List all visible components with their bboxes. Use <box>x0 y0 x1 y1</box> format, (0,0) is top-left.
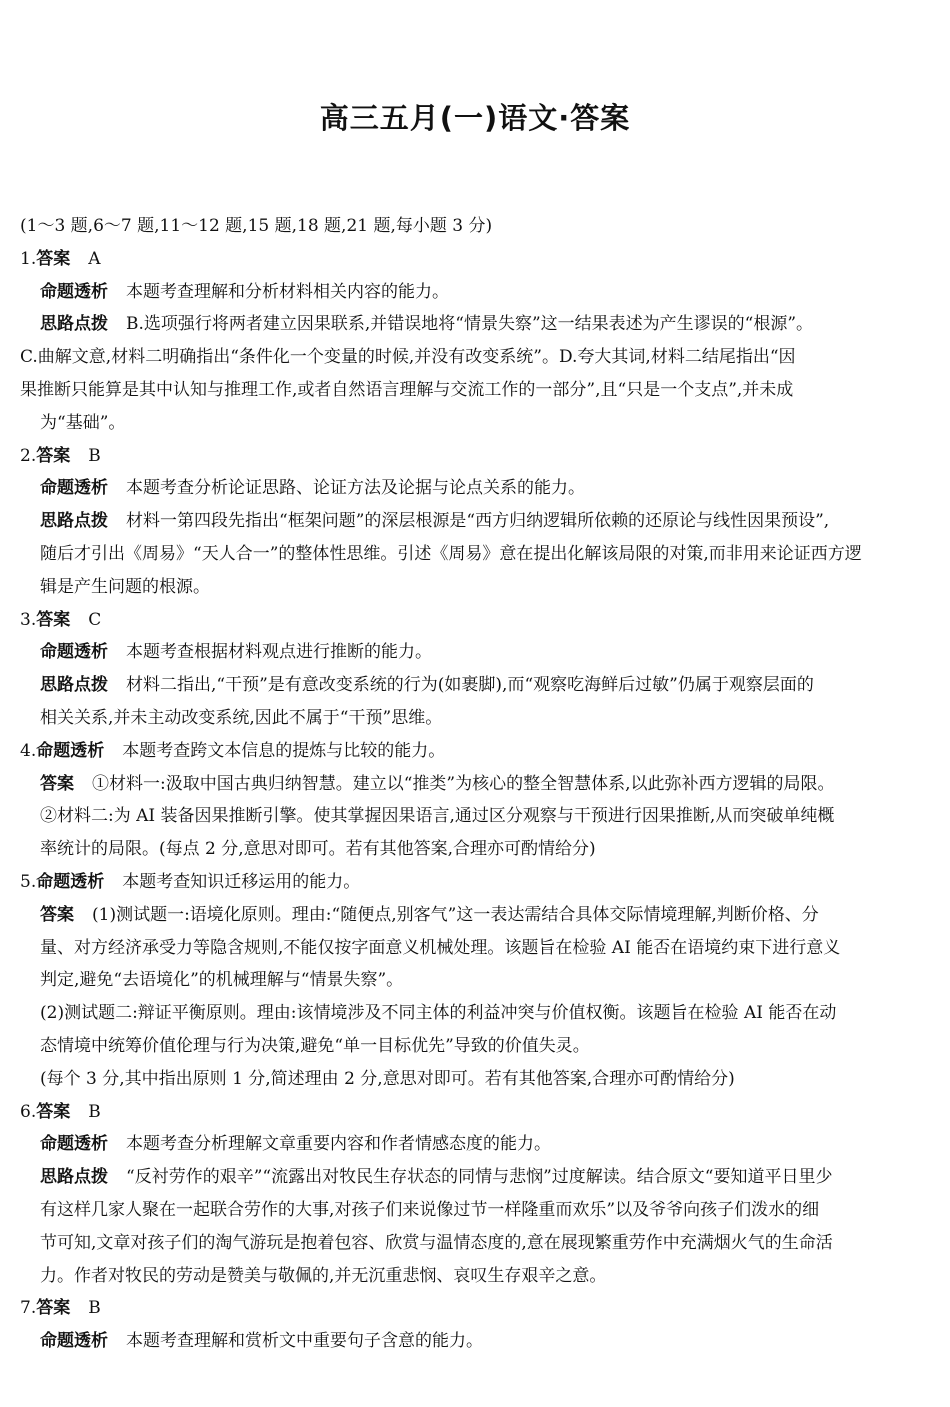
q6-number: 6. <box>20 1101 37 1122</box>
q3-insight: 本题考查根据材料观点进行推断的能力。 <box>126 642 432 663</box>
q7-answer: B <box>88 1298 101 1319</box>
q5-number: 5. <box>20 871 37 892</box>
q3-answer: C <box>88 609 102 630</box>
q2-hint-text: 材料一第四段先指出“框架问题”的深层根源是“西方归纳逻辑所依赖的还原论与线性因果预设”, <box>126 511 830 532</box>
q3-hint-line <box>20 669 932 702</box>
q2-hint-label: 思路点拨 <box>40 511 108 532</box>
q1-hint-label: 思路点拨 <box>40 314 108 335</box>
q3-number: 3. <box>20 609 37 630</box>
q3-hint-cont: 相关关系,并未主动改变系统,因此不属于“干预”思维。 <box>40 707 443 728</box>
q2-answer-label: 答案 <box>36 445 71 466</box>
answer-content <box>20 210 932 1358</box>
q6-hint-cont: 有这样几家人聚在一起联合劳作的大事,对孩子们来说像过节一样隆重而欢乐”以及爷爷向孩子们泼水的细 <box>40 1199 820 1220</box>
q5-answer-text: (1)测试题一:语境化原则。理由:“随便点,别客气”这一表达需结合具体交际情境理解,判断价格、分 <box>92 904 819 925</box>
scoring-intro: (1～3 题,6～7 题,11～12 题,15 题,18 题,21 题,每小题 3 分) <box>20 216 493 236</box>
q6-answer: B <box>88 1101 101 1122</box>
q5-insight-label: 命题透析 <box>36 871 105 892</box>
q6-insight: 本题考查分析理解文章重要内容和作者情感态度的能力。 <box>126 1134 551 1155</box>
q1-answer-label: 答案 <box>36 248 71 269</box>
q4-insight-line <box>20 735 932 768</box>
q6-insight-line <box>20 1128 932 1161</box>
q3-hint-label: 思路点拨 <box>40 675 108 696</box>
q7-answer-label: 答案 <box>36 1298 71 1319</box>
q5-insight-line <box>20 866 932 899</box>
q3-insight-label: 命题透析 <box>40 642 108 663</box>
q1-hint-text: B.选项强行将两者建立因果联系,并错误地将“情景失察”这一结果表述为产生谬误的“根源”。 <box>126 314 814 335</box>
q2-answer: B <box>88 445 101 466</box>
q7-insight-label: 命题透析 <box>40 1331 108 1352</box>
q1-insight-line <box>20 276 932 309</box>
q6-hint-line <box>20 1161 932 1194</box>
q5-scoring-note: (每个 3 分,其中指出原则 1 分,简述理由 2 分,意思对即可。若有其他答案,合理亦可酌情给分) <box>40 1068 735 1089</box>
q1-insight: 本题考查理解和分析材料相关内容的能力。 <box>126 281 449 302</box>
q3-answer-label: 答案 <box>36 609 71 630</box>
q1-hint-cont: C.曲解文意,材料二明确指出“条件化一个变量的时候,并没有改变系统”。D.夸大其词,材料二结尾指出“因 <box>20 347 796 368</box>
q6-insight-label: 命题透析 <box>40 1134 108 1155</box>
q4-answer-cont: 率统计的局限。(每点 2 分,意思对即可。若有其他答案,合理亦可酌情给分) <box>40 839 596 860</box>
q3-answer-line <box>20 604 932 637</box>
q6-hint-text: “反衬劳作的艰辛”“流露出对牧民生存状态的同情与悲悯”过度解读。结合原文“要知道平日里少 <box>126 1167 833 1188</box>
q1-hint-line <box>20 308 932 341</box>
q6-hint-cont: 节可知,文章对孩子们的淘气游玩是抱着包容、欣赏与温情态度的,意在展现繁重劳作中充满烟火气的生命活 <box>40 1232 833 1253</box>
q5-answer-cont: 判定,避免“去语境化”的机械理解与“情景失察”。 <box>40 970 404 991</box>
q2-insight-line <box>20 472 932 505</box>
q4-insight: 本题考查跨文本信息的提炼与比较的能力。 <box>122 740 446 761</box>
q7-insight: 本题考查理解和赏析文中重要句子含意的能力。 <box>126 1331 483 1352</box>
q4-answer-cont: ②材料二:为 AI 装备因果推断引擎。使其掌握因果语言,通过区分观察与干预进行因果推断,从而突破单纯概 <box>40 806 835 827</box>
q5-answer-label: 答案 <box>40 904 74 925</box>
q4-number: 4. <box>20 740 37 761</box>
q2-answer-line <box>20 440 932 473</box>
q6-answer-label: 答案 <box>36 1101 71 1122</box>
q4-answer-label: 答案 <box>40 773 74 794</box>
q1-number: 1. <box>20 248 37 269</box>
q5-part2-line: (2)测试题二:辩证平衡原则。理由:该情境涉及不同主体的利益冲突与价值权衡。该题旨在检验 AI 能否在动 <box>40 1003 837 1024</box>
q4-insight-label: 命题透析 <box>36 740 105 761</box>
q2-insight: 本题考查分析论证思路、论证方法及论据与论点关系的能力。 <box>126 478 585 499</box>
q2-number: 2. <box>20 445 37 466</box>
q2-insight-label: 命题透析 <box>40 478 108 499</box>
q6-hint-label: 思路点拨 <box>40 1167 108 1188</box>
q4-answer-line <box>20 768 932 801</box>
q1-answer-line <box>20 243 932 276</box>
q3-insight-line <box>20 636 932 669</box>
q5-insight: 本题考查知识迁移运用的能力。 <box>122 871 361 892</box>
q7-insight-line <box>20 1325 932 1358</box>
q5-part2-cont: 态情境中统筹价值伦理与行为决策,避免“单一目标优先”导致的价值失灵。 <box>40 1035 590 1056</box>
q2-hint-cont: 随后才引出《周易》“天人合一”的整体性思维。引述《周易》意在提出化解该局限的对策,而非用来论证西方逻 <box>40 543 862 564</box>
q2-hint-line <box>20 505 932 538</box>
q4-answer-text: ①材料一:汲取中国古典归纳智慧。建立以“推类”为核心的整全智慧体系,以此弥补西方逻辑的局限。 <box>92 773 835 794</box>
q1-insight-label: 命题透析 <box>40 281 108 302</box>
q7-answer-line <box>20 1292 932 1325</box>
q5-answer-line <box>20 899 932 932</box>
q1-answer: A <box>88 248 101 269</box>
q6-hint-cont: 力。作者对牧民的劳动是赞美与敬佩的,并无沉重悲悯、哀叹生存艰辛之意。 <box>40 1265 607 1286</box>
q1-hint-cont: 为“基础”。 <box>40 412 126 433</box>
q1-hint-cont: 果推断只能算是其中认知与推理工作,或者自然语言理解与交流工作的一部分”,且“只是一个支点”,并未成 <box>20 379 794 400</box>
q3-hint-text: 材料二指出,“干预”是有意改变系统的行为(如裹脚),而“观察吃海鲜后过敏”仍属于观察层面的 <box>126 675 814 696</box>
q2-hint-cont: 辑是产生问题的根源。 <box>40 576 210 597</box>
q6-answer-line <box>20 1096 932 1129</box>
q5-answer-cont: 量、对方经济承受力等隐含规则,不能仅按字面意义机械处理。该题旨在检验 AI 能否在语境约束下进行意义 <box>40 937 841 958</box>
q7-number: 7. <box>20 1298 37 1319</box>
page-title: 高三五月(一)语文·答案 <box>319 101 631 135</box>
